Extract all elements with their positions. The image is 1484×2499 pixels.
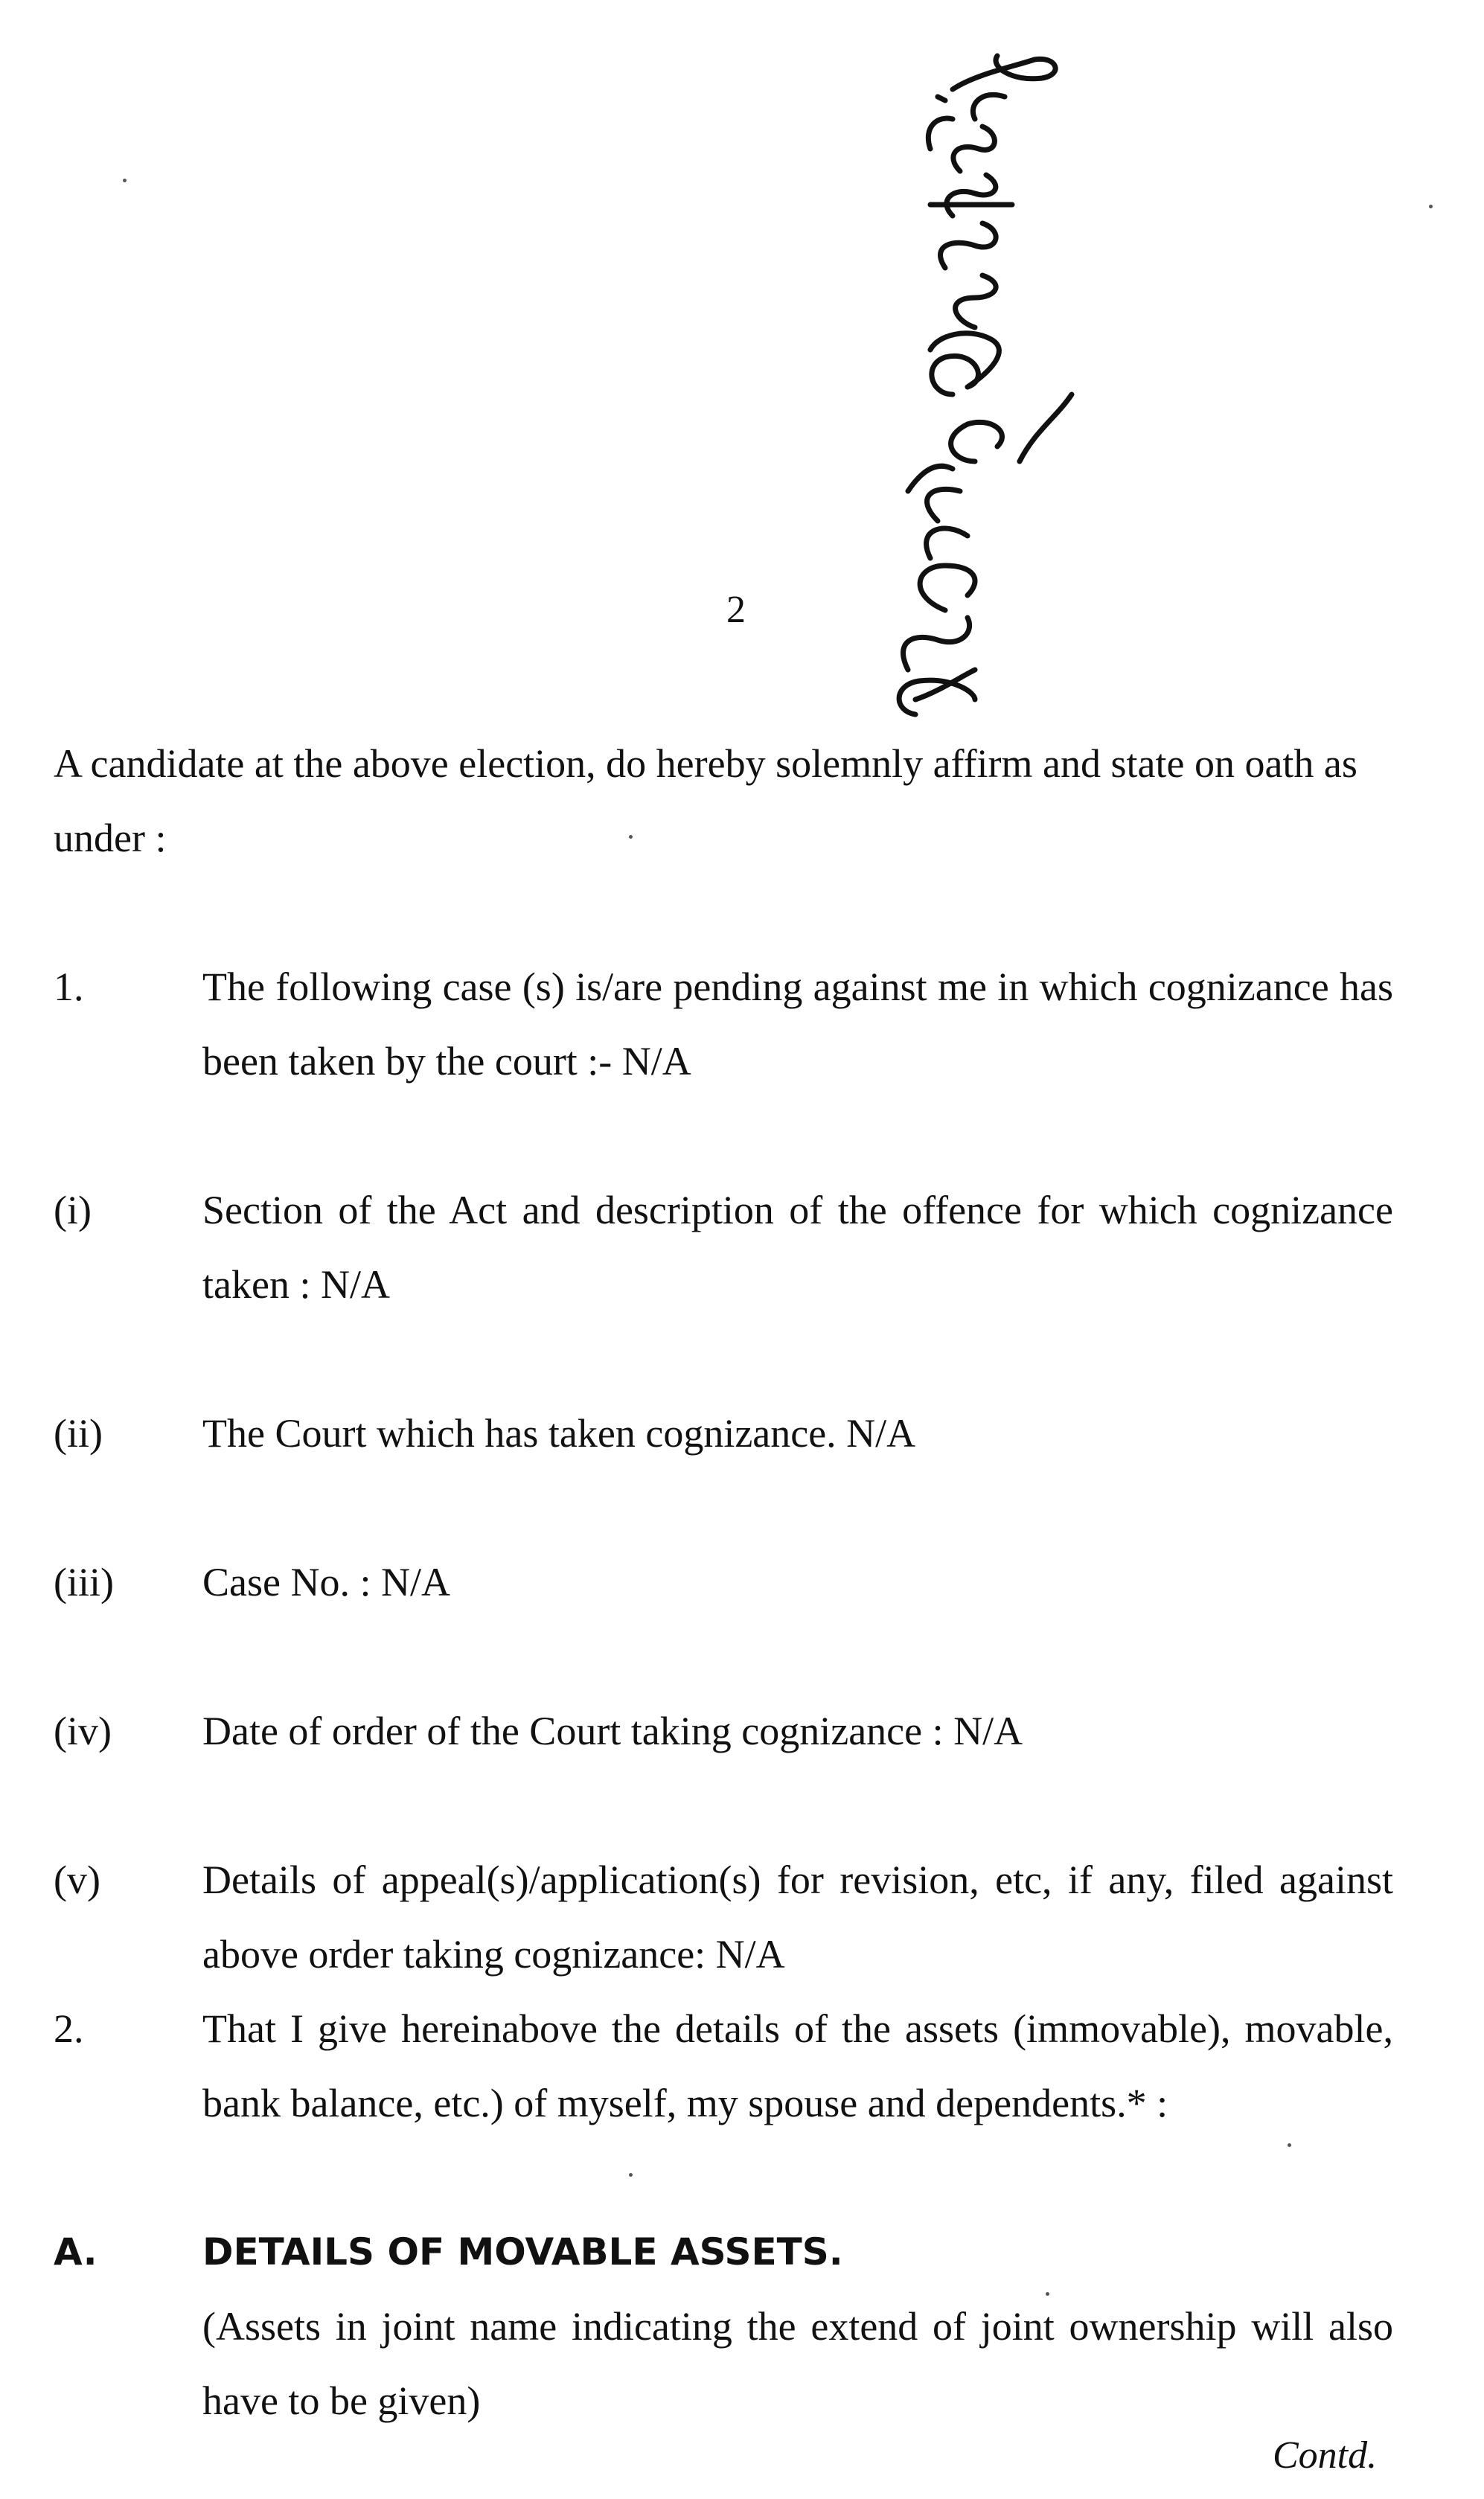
item-number: (i) [54,1188,92,1232]
item-text: That I give hereinabove the details of the assets (immovable), movable, bank balance, etc.) of myself, my spouse and dependents.* : [202,2006,1393,2125]
section-title: DETAILS OF MOVABLE ASSETS. [202,2230,843,2274]
item-number: (v) [54,1858,100,1902]
intro-paragraph: A candidate at the above election, do hereby solemnly affirm and state on oath as under : [54,741,1357,860]
item-text: Case No. : N/A [202,1560,450,1604]
item-text: Details of appeal(s)/application(s) for revision, etc, if any, filed against above order taking cognizance: N/A [202,1858,1393,1977]
item-text: Date of order of the Court taking cognizance : N/A [202,1709,1023,1753]
page-number: 2 [726,589,746,631]
scan-speck [1046,2292,1049,2296]
item-text: The Court which has taken cognizance. N/A [202,1411,916,1456]
item-text: The following case (s) is/are pending against me in which cognizance has been taken by the court :- N/A [202,964,1393,1084]
scan-speck [629,2173,633,2177]
item-number: (ii) [54,1411,103,1456]
item-number: (iv) [54,1709,112,1753]
item-number: (iii) [54,1560,114,1604]
scan-speck [629,835,633,839]
scan-speck [123,179,127,182]
item-text: Section of the Act and description of the offence for which cognizance taken : N/A [202,1188,1393,1307]
note-text: (Assets in joint name indicating the extend of joint ownership will also have to be given) [202,2304,1393,2423]
scan-speck [1429,205,1433,208]
handwritten-signature [863,45,1101,729]
continued-marker: Contd. [1273,2434,1378,2477]
scan-speck [1288,2143,1291,2147]
item-number: 2. [54,2006,84,2051]
section-letter: A. [54,2230,97,2274]
item-number: 1. [54,964,84,1009]
